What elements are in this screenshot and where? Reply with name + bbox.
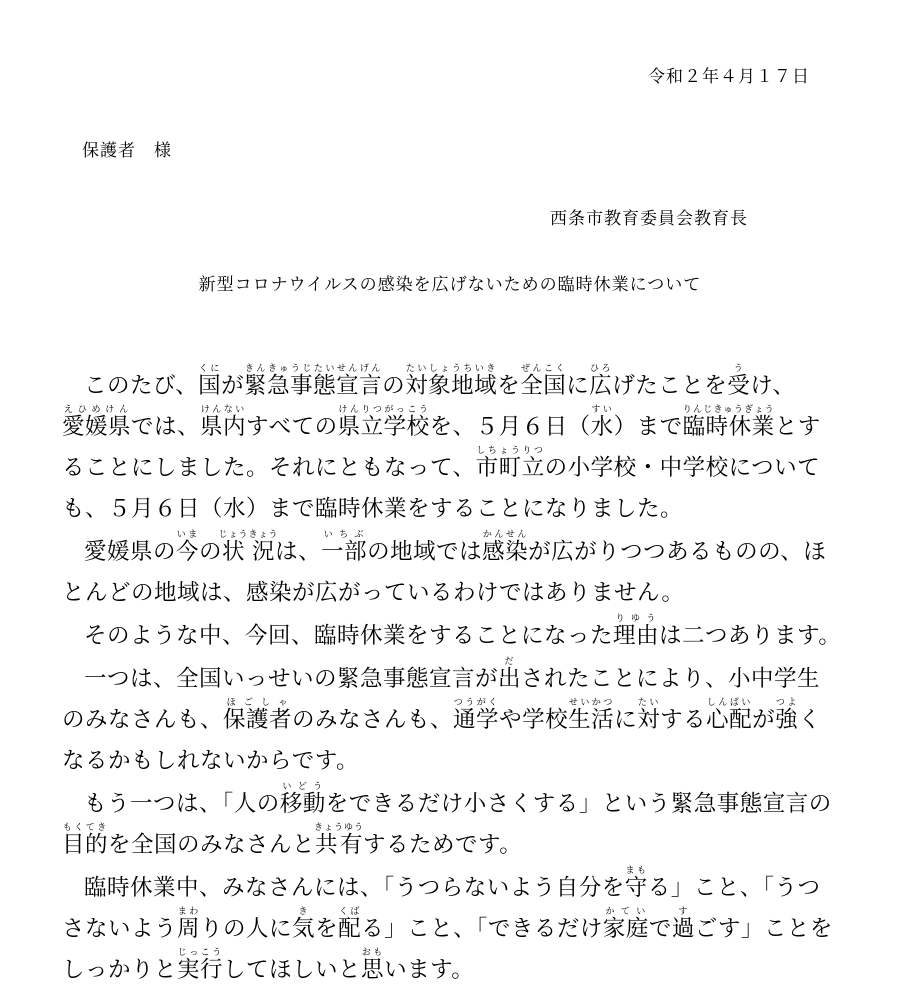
furigana-word: 対象地域たいしょうちいき [405, 364, 498, 399]
body-text: ）まで [613, 414, 683, 440]
furigana-word: 気き [292, 907, 316, 942]
furigana-reading: けんりつがっこう [337, 405, 430, 415]
body-text: る」こと、「うつさないよう [62, 875, 821, 942]
furigana-reading: くば [338, 907, 362, 917]
furigana-reading: たい [637, 698, 661, 708]
furigana-word: 全国ぜんこく [520, 364, 567, 399]
furigana-reading: かんせん [482, 530, 529, 540]
furigana-word: 県内けんない [200, 405, 247, 440]
body-text: するためです。 [363, 832, 523, 858]
body-text: ごす」ことをしっかりと [62, 916, 833, 983]
body-text: そのような中、今回、臨時休業をすることになった [84, 623, 614, 649]
body-text: 臨時休業中、みなさんには、「うつらないよう自分を [84, 875, 625, 901]
furigana-word: 愛媛県えひめけん [62, 405, 132, 440]
furigana-reading: しちょうりつ [475, 446, 545, 456]
furigana-reading: つうがく [453, 698, 500, 708]
furigana-reading: りんじきゅうぎょう [682, 405, 775, 415]
furigana-word: 周まわ [177, 907, 201, 942]
body-text: もう一つは、「人の [84, 791, 280, 817]
letter-date: 令和２年４月１７日 [648, 67, 810, 87]
body-text: を [497, 373, 521, 399]
furigana-word: 心配しんぱい [706, 698, 753, 733]
furigana-reading: たいしょうちいき [405, 364, 498, 374]
recipient-line: 保護者 様 [82, 141, 172, 161]
furigana-word: 配くば [338, 907, 362, 942]
furigana-word: 緊急事態宣言きんきゅうじたいせんげん [244, 364, 383, 399]
furigana-word: 家庭かてい [602, 907, 649, 942]
furigana-reading: りゆう [613, 614, 660, 624]
body-text: け、 [750, 373, 796, 399]
body-text: に [614, 707, 638, 733]
furigana-reading: せいかつ [568, 698, 615, 708]
sender-line: 西条市教育委員会教育長 [550, 209, 748, 229]
furigana-reading: じょうきょう [218, 530, 279, 540]
furigana-word: 共有きょうゆう [314, 823, 365, 858]
body-text: る」こと、「できるだけ [361, 916, 603, 942]
body-text: が [221, 373, 245, 399]
furigana-word: 受う [727, 364, 751, 399]
furigana-reading: まわ [177, 907, 201, 917]
furigana-reading: だ [498, 657, 522, 667]
furigana-word: 移動いどう [279, 782, 326, 817]
furigana-reading: すい [590, 405, 614, 415]
body-text: います。 [384, 957, 475, 983]
body-text: で [648, 916, 672, 942]
body-text: してほしいと [223, 957, 362, 983]
furigana-word: 今いま [176, 530, 200, 565]
furigana-word: 国くに [198, 364, 222, 399]
furigana-reading: くに [198, 364, 222, 374]
body-paragraph [62, 782, 842, 866]
body-text: は二つあります。 [659, 623, 842, 649]
furigana-reading: もくてき [62, 823, 109, 833]
furigana-word: 広ひろ [589, 364, 613, 399]
furigana-word: 理由りゆう [613, 614, 660, 649]
furigana-word: 保護者ほごしゃ [223, 698, 293, 733]
body-text: このたび、 [84, 373, 199, 399]
furigana-reading: まも [624, 866, 648, 876]
body-paragraph [62, 614, 842, 657]
furigana-word: 出だ [498, 657, 522, 692]
furigana-word: 一部いちぶ [321, 530, 368, 565]
body-text: くなるかもしれないからです。 [62, 707, 822, 774]
body-text: では、 [131, 414, 201, 440]
furigana-reading: えひめけん [62, 405, 131, 415]
furigana-reading: きんきゅうじたいせんげん [244, 364, 383, 374]
furigana-reading: かてい [602, 907, 649, 917]
furigana-word: 実行じっこう [177, 948, 224, 983]
furigana-reading: しんぱい [706, 698, 753, 708]
furigana-reading: う [727, 364, 751, 374]
body-text: りの人に [200, 916, 293, 942]
furigana-word: 水すい [590, 405, 614, 440]
body-text: は、 [275, 539, 322, 565]
furigana-word: 感染かんせん [482, 530, 529, 565]
furigana-word: 市町立しちょうりつ [475, 446, 545, 481]
body-text: すべての [246, 414, 338, 440]
furigana-word: 生活せいかつ [568, 698, 615, 733]
body-text: が広がりつつあるものの、ほとんどの地域は、感染が広がっているわけではありません。 [62, 539, 827, 606]
furigana-reading: おも [361, 948, 385, 958]
furigana-word: 対たい [637, 698, 661, 733]
body-text: とすることにしました。それにともなって、 [62, 414, 821, 481]
body-text: 一つは、全国いっせいの緊急事態宣言が [84, 666, 499, 692]
furigana-reading: つよ [775, 698, 799, 708]
furigana-word: 思おも [361, 948, 385, 983]
furigana-word: 状況じょうきょう [218, 530, 279, 565]
furigana-reading: き [292, 907, 316, 917]
body-text: の地域では [367, 539, 483, 565]
body-text: の [199, 539, 223, 565]
body-text: げたことを [612, 373, 728, 399]
furigana-word: 県立学校けんりつがっこう [337, 405, 430, 440]
body-text: が [752, 707, 776, 733]
furigana-reading: す [671, 907, 695, 917]
body-text: をできるだけ小さくする」という緊急事態宣言の [325, 791, 832, 817]
furigana-reading: いどう [279, 782, 326, 792]
body-text: の [382, 373, 406, 399]
furigana-reading: ほごしゃ [223, 698, 293, 708]
furigana-word: 臨時休業りんじきゅうぎょう [682, 405, 775, 440]
body-text: の小学校・中学校についても、５月６日（水）まで臨時休業をすることになりました。 [62, 455, 821, 522]
body-text: のみなさんも、 [292, 707, 454, 733]
furigana-word: 過す [671, 907, 695, 942]
furigana-reading: ひろ [589, 364, 613, 374]
furigana-reading: けんない [200, 405, 247, 415]
body-paragraph [62, 657, 842, 782]
body-text: されたことにより、小中学生のみなさんも、 [62, 666, 821, 733]
furigana-word: 通学つうがく [453, 698, 500, 733]
body-paragraph [62, 530, 842, 614]
body-text: を [315, 916, 339, 942]
furigana-word: 目的もくてき [62, 823, 109, 858]
letter-body [62, 364, 842, 991]
body-text: を、５月６日（ [429, 414, 591, 440]
furigana-reading: いちぶ [321, 530, 368, 540]
furigana-reading: きょうゆう [314, 823, 365, 833]
body-text: に [566, 373, 590, 399]
furigana-reading: いま [176, 530, 200, 540]
furigana-reading: じっこう [177, 948, 224, 958]
furigana-word: 守まも [624, 866, 648, 901]
furigana-reading: ぜんこく [520, 364, 567, 374]
body-text: する [660, 707, 707, 733]
letter-title: 新型コロナウイルスの感染を広げないための臨時休業について [198, 275, 702, 295]
body-text: や学校 [499, 707, 569, 733]
body-paragraph [62, 364, 842, 530]
body-text: を全国のみなさんと [108, 832, 316, 858]
furigana-word: 強つよ [775, 698, 799, 733]
body-text: 愛媛県の [84, 539, 177, 565]
body-paragraph [62, 866, 842, 991]
